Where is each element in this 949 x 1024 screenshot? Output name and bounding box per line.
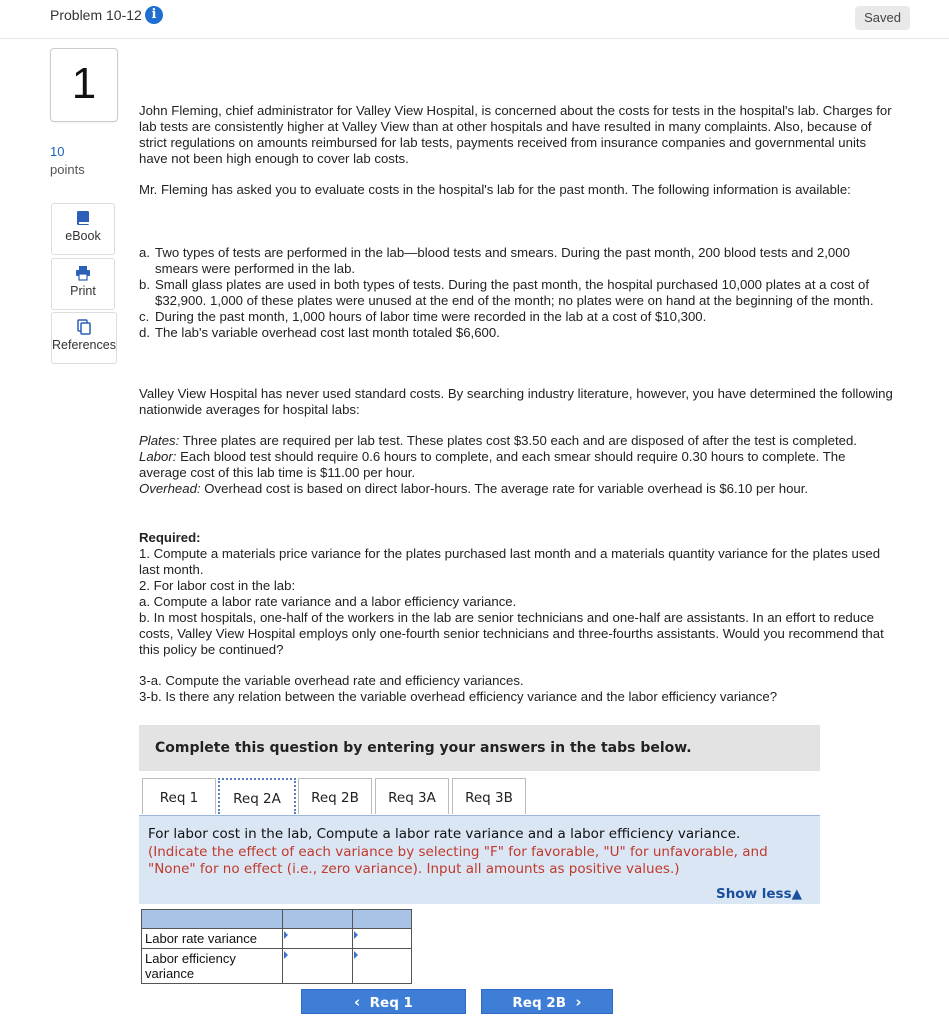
tab-req-3b[interactable]: Req 3B [452, 778, 526, 814]
table-header-cell [353, 910, 412, 929]
labor-rate-amount-input[interactable] [283, 929, 353, 949]
overhead-standard: Overhead: Overhead cost is based on direct labor-hours. The average rate for variable overhead is $6.10 per hour. [139, 481, 809, 496]
standards-intro [139, 386, 894, 418]
info-icon[interactable]: i [145, 6, 163, 24]
book-icon [75, 210, 91, 226]
tab-req-3a[interactable]: Req 3A [375, 778, 449, 814]
intro-paragraph: John Fleming, chief administrator for Valley View Hospital, is concerned about the costs for tests in the hospital's lab. Charges for lab tests are consistently higher at Valley View than at other hospitals and have resulted in many complaints. Also, because of strict regulations on amounts reimbursed for lab tests, payments received from insurance companies and governmental units have not been high enough to cover lab costs. [139, 103, 892, 166]
caret-icon [354, 931, 358, 939]
tab-req-2b[interactable]: Req 2B [298, 778, 372, 814]
chevron-right-icon: › [575, 993, 582, 1011]
required-line: 3-b. Is there any relation between the variable overhead efficiency variance and the labor efficiency variance? [139, 689, 778, 704]
list-item: d. The lab's variable overhead cost last month totaled $6,600. [139, 325, 500, 340]
print-label: Print [70, 284, 96, 298]
points-value: 10 [50, 144, 65, 159]
row-label: Labor rate variance [142, 929, 283, 949]
plates-standard: Plates: Three plates are required per lab test. These plates cost $3.50 each and are disposed of after the test is completed. [139, 433, 857, 448]
caret-icon [354, 951, 358, 959]
print-button[interactable] [51, 258, 115, 310]
problem-title: Problem 10-12 [50, 7, 142, 23]
required-title: Required: [139, 530, 201, 545]
problem-ask [139, 182, 894, 198]
standards-paragraph: Valley View Hospital has never used standard costs. By searching industry literature, however, you have determined the following nationwide averages for hospital labs: [139, 386, 893, 417]
ebook-button[interactable] [51, 203, 115, 255]
required-line: 1. Compute a materials price variance for the plates purchased last month and a materials quantity variance for the plates used last month. [139, 546, 881, 577]
tab-req-1[interactable]: Req 1 [142, 778, 216, 814]
answer-table [141, 909, 412, 984]
instruction-note: (Indicate the effect of each variance by selecting "F" for favorable, "U" for unfavorable, and "None" for no effect (i.e., zero variance). Input all amounts as positive values.) [148, 844, 768, 877]
standards-details [139, 433, 894, 497]
triangle-up-icon: ▲ [791, 886, 802, 902]
tab-req-2a[interactable]: Req 2A [218, 778, 296, 814]
caret-icon [284, 931, 288, 939]
caret-icon [284, 951, 288, 959]
top-bar [0, 0, 949, 39]
required-line: 3-a. Compute the variable overhead rate and efficiency variances. [139, 673, 524, 688]
required-3-section [139, 673, 894, 705]
chevron-left-icon: ‹ [354, 993, 361, 1011]
show-less-link[interactable]: Show less▲ [715, 886, 802, 902]
printer-icon [75, 265, 91, 281]
table-header-row [142, 910, 412, 929]
references-label: References [52, 338, 116, 352]
problem-intro [139, 103, 894, 167]
saved-status-badge: Saved [855, 6, 910, 30]
info-list [139, 245, 894, 341]
question-number: 1 [50, 48, 118, 122]
next-req-button[interactable]: Req 2B › [481, 989, 613, 1014]
table-header-cell [283, 910, 353, 929]
labor-standard: Labor: Each blood test should require 0.6 hours to complete, and each smear should require 0.30 hours to complete. The average cost of this lab time is $11.00 per hour. [139, 449, 846, 480]
ebook-label: eBook [65, 229, 101, 243]
labor-rate-effect-select[interactable] [353, 929, 412, 949]
labor-efficiency-amount-input[interactable] [283, 949, 353, 984]
list-item: c. During the past month, 1,000 hours of labor time were recorded in the lab at a cost of $10,300. [139, 309, 707, 324]
required-section [139, 530, 894, 658]
list-item: a. Two types of tests are performed in the lab—blood tests and smears. During the past month, 200 blood tests and 2,000 smears were performed in the lab. [139, 245, 850, 276]
list-item: b. Small glass plates are used in both types of tests. During the past month, the hospital purchased 10,000 plates at a cost of $32,900. 1,000 of these plates were unused at the end of the month; no plates were on hand at the beginning of the month. [139, 277, 874, 308]
instruction-text: For labor cost in the lab, Compute a labor rate variance and a labor efficiency variance. [148, 826, 741, 842]
references-button[interactable] [51, 312, 117, 364]
table-row [142, 949, 412, 984]
labor-efficiency-effect-select[interactable] [353, 949, 412, 984]
row-label: Labor efficiency variance [142, 949, 283, 984]
copy-icon [76, 319, 92, 335]
instruction-panel [139, 815, 820, 904]
complete-instructions-bar: Complete this question by entering your answers in the tabs below. [139, 725, 820, 771]
required-line: 2. For labor cost in the lab: [139, 578, 296, 593]
ask-paragraph: Mr. Fleming has asked you to evaluate costs in the hospital's lab for the past month. The following information is available: [139, 182, 851, 197]
required-line: a. Compute a labor rate variance and a labor efficiency variance. [139, 594, 517, 609]
required-line: b. In most hospitals, one-half of the workers in the lab are senior technicians and one-half are assistants. In an effort to reduce costs, Valley View Hospital employs only one-fourth senior technicians and three-fourths assistants. Would you recommend that this policy be continued? [139, 610, 884, 657]
points-label: points [50, 162, 85, 177]
prev-req-button[interactable]: ‹ Req 1 [301, 989, 466, 1014]
table-row [142, 929, 412, 949]
table-header-cell [142, 910, 283, 929]
